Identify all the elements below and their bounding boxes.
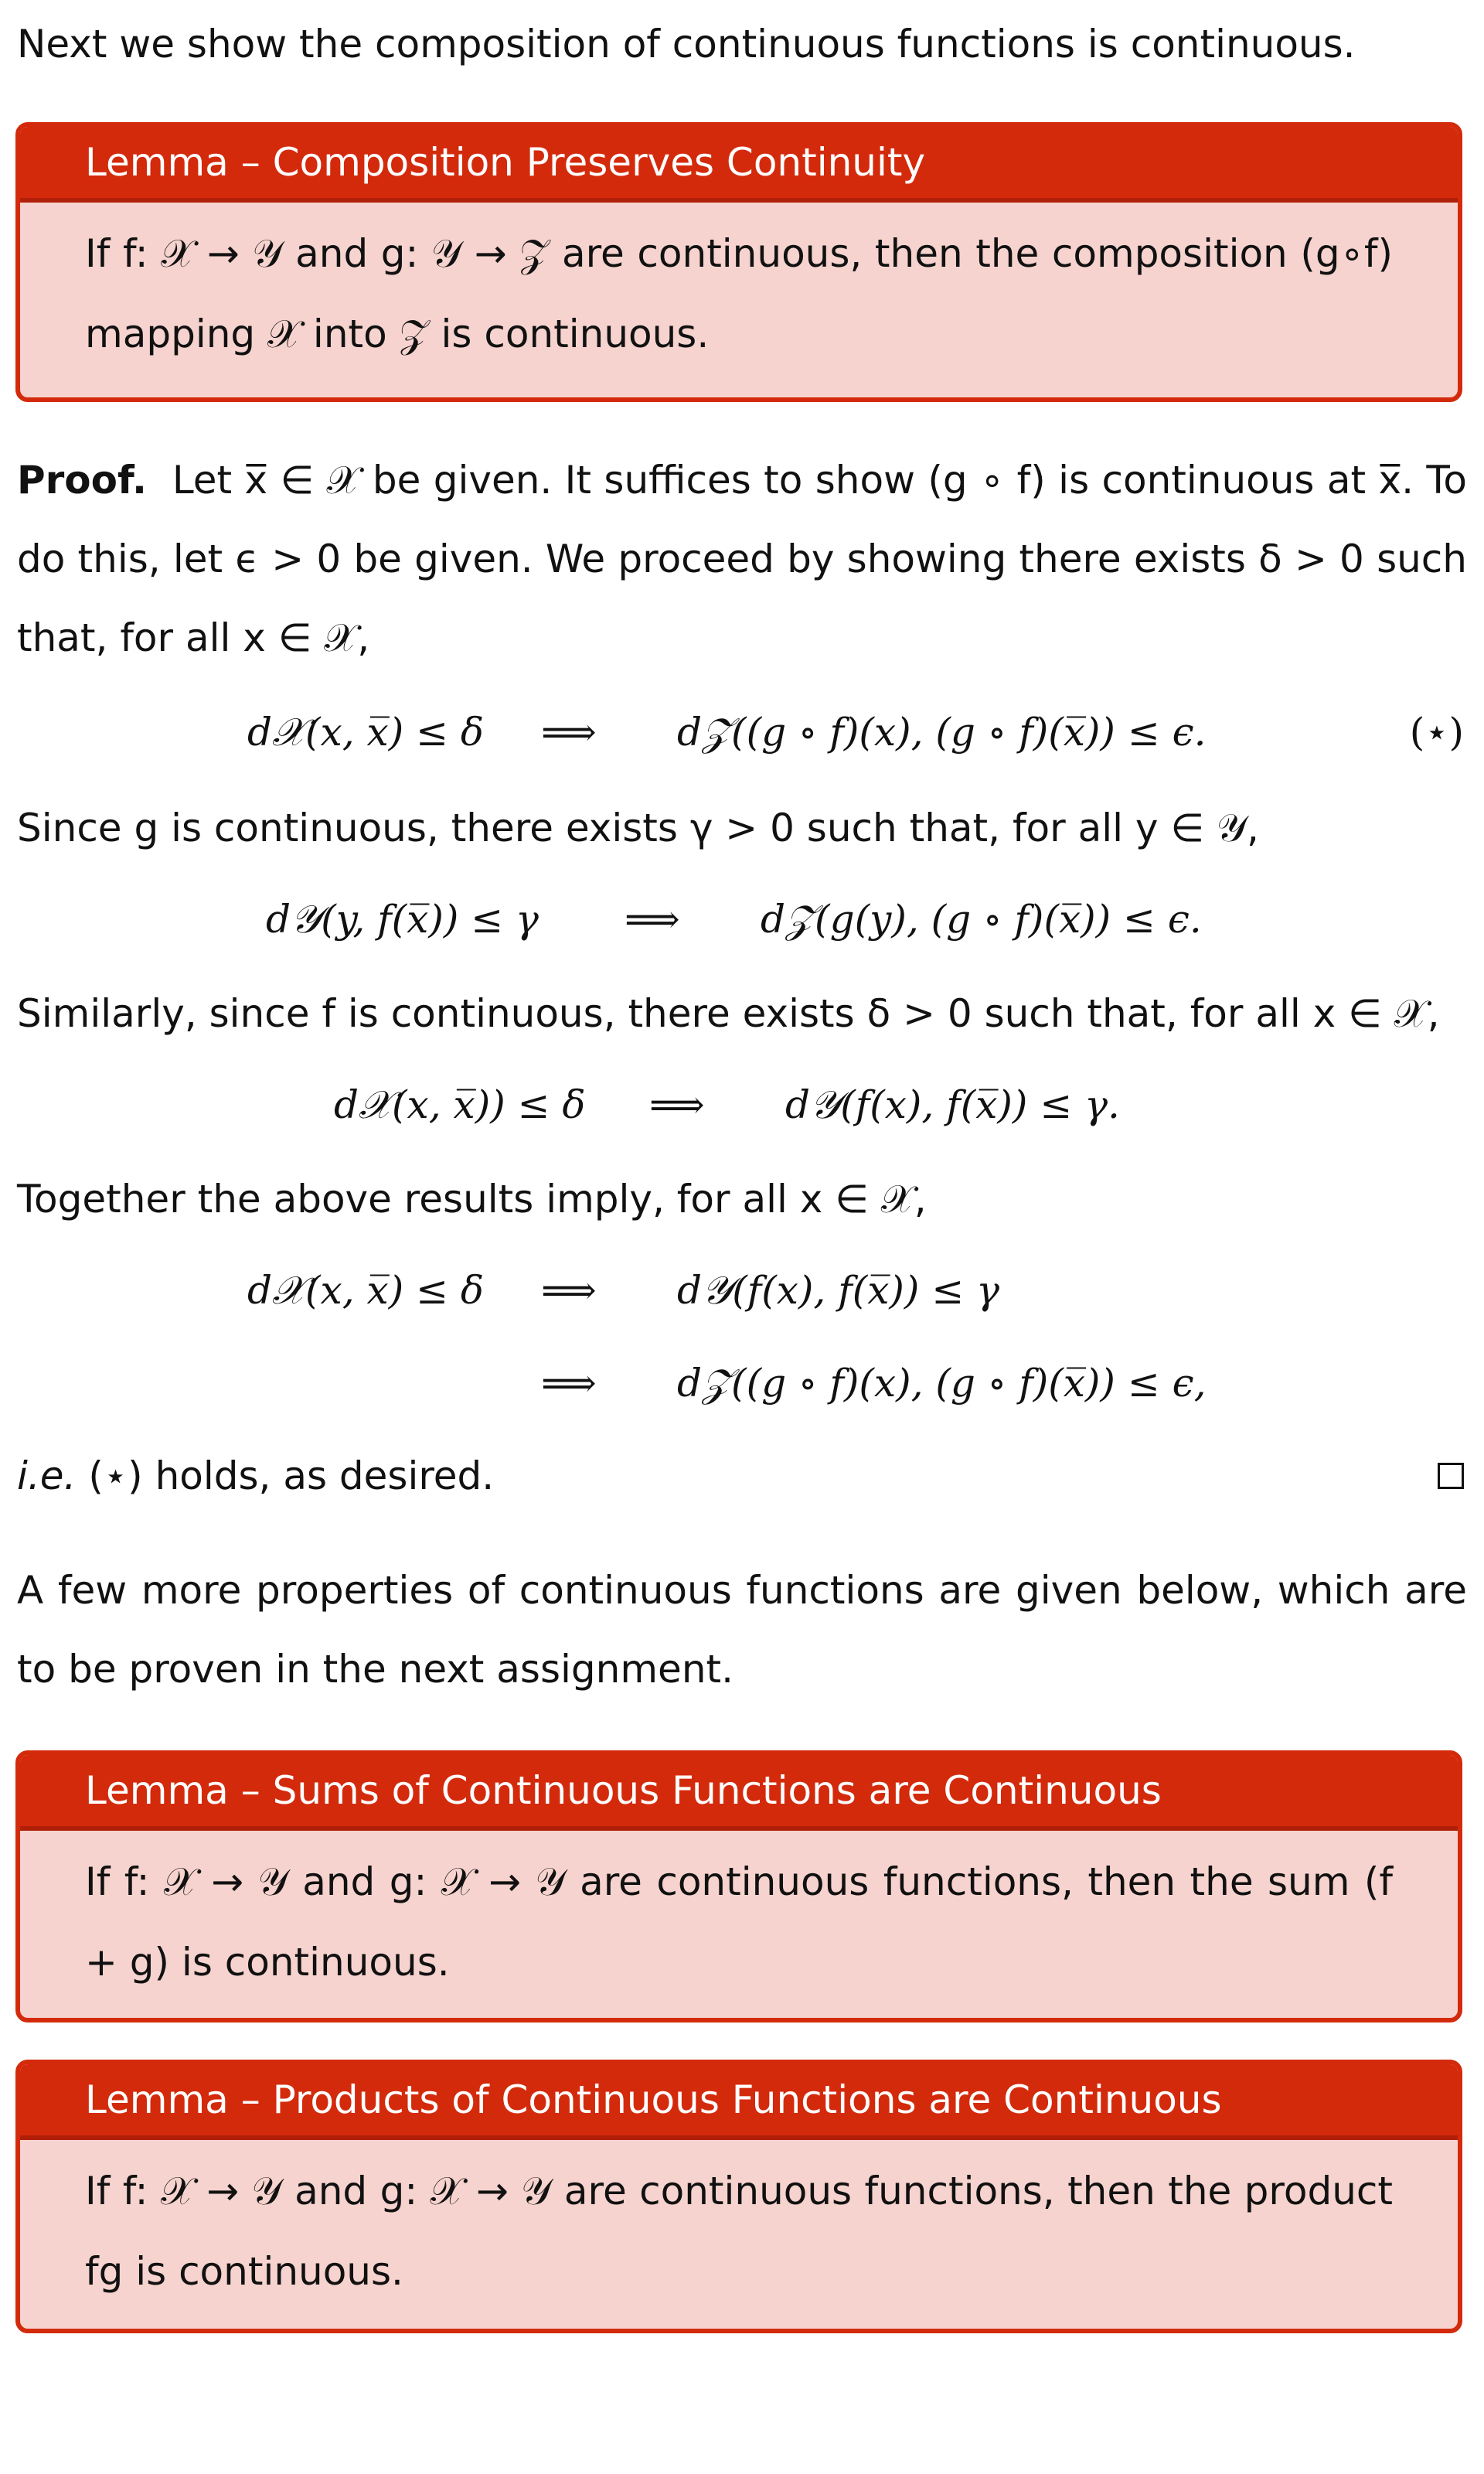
proof-since-f: Similarly, since f is continuous, there exists δ > 0 such that, for all x ∈ 𝒳, — [17, 991, 1440, 1036]
proof-paragraph — [17, 441, 1467, 677]
eq3-left: d𝒳(x, x̅)) ≤ δ — [334, 1082, 586, 1127]
eq4-left: d𝒳(x, x̅) ≤ δ — [247, 1268, 484, 1313]
eq1-right: d𝒵((g ∘ f)(x), (g ∘ f)(x̅)) ≤ ϵ. — [677, 710, 1207, 755]
lemma-header — [20, 2064, 1458, 2140]
eq4-implies-1: ⟹ — [541, 1268, 597, 1313]
lemma-dash: – — [240, 2077, 260, 2122]
lemma-label: Lemma — [85, 1768, 229, 1813]
proof-together: Together the above results imply, for all x ∈ 𝒳, — [17, 1177, 927, 1222]
proof-ie: i.e. — [17, 1453, 77, 1498]
eq1-implies: ⟹ — [541, 710, 597, 755]
eq4-right-2: d𝒵((g ∘ f)(x), (g ∘ f)(x̅)) ≤ ϵ, — [677, 1361, 1207, 1406]
proof-since-g: Since g is continuous, there exists γ > 0 such that, for all y ∈ 𝒴, — [17, 806, 1259, 850]
eq2-left: d𝒴(y, f(x̅)) ≤ γ — [266, 897, 539, 942]
eq3-implies: ⟹ — [649, 1082, 705, 1127]
qed-icon — [1438, 1463, 1464, 1489]
lemma-title: Sums of Continuous Functions are Continuous — [272, 1768, 1162, 1813]
lemma-body: If f: 𝒳 → 𝒴 and g: 𝒳 → 𝒴 are continuous functions, then the sum (f + g) is continuous. — [85, 1859, 1393, 1985]
eq2-implies: ⟹ — [625, 897, 680, 942]
eq1-left: d𝒳(x, x̅) ≤ δ — [247, 710, 484, 755]
eq4-right-1: d𝒴(f(x), f(x̅)) ≤ γ — [677, 1268, 1000, 1313]
lemma-title: Products of Continuous Functions are Continuous — [272, 2077, 1222, 2122]
lemma-composition-box — [15, 122, 1462, 402]
lemma-products-box — [15, 2060, 1462, 2333]
lemma-header — [20, 127, 1458, 203]
proof-intro-text: Let x̅ ∈ 𝒳 be given. It suffices to show (g ∘ f) is continuous at x̅. To do this, let ϵ > 0 be given. We proceed by showing there exists δ > 0 such that, for all x ∈ 𝒳, — [17, 458, 1468, 660]
lemma-label: Lemma — [85, 2077, 229, 2122]
lemma-body: If f: 𝒳 → 𝒴 and g: 𝒳 → 𝒴 are continuous functions, then the product fg is continuous. — [85, 2169, 1393, 2294]
proof-closing — [17, 1436, 1467, 1515]
proof-closing-text: (⋆) holds, as desired. — [88, 1453, 495, 1498]
lemma-body: If f: 𝒳 → 𝒴 and g: 𝒴 → 𝒵 are continuous, then the composition (g∘f) mapping 𝒳 into 𝒵 is continuous. — [85, 231, 1393, 356]
lemma-label: Lemma — [85, 140, 229, 185]
lemma-sums-box — [15, 1750, 1462, 2022]
lemma-title: Composition Preserves Continuity — [272, 140, 926, 185]
eq4-implies-2: ⟹ — [541, 1361, 597, 1406]
lemma-dash: – — [240, 1768, 260, 1813]
lemma-header — [20, 1755, 1458, 1831]
eq2-right: d𝒵(g(y), (g ∘ f)(x̅)) ≤ ϵ. — [761, 897, 1202, 942]
proof-label: Proof. — [17, 458, 148, 503]
eq1-tag: (⋆) — [1409, 710, 1464, 755]
more-properties-paragraph: A few more properties of continuous functions are given below, which are to be proven in the next assignment. — [17, 1568, 1467, 1692]
lemma-dash: – — [240, 140, 260, 185]
eq3-right: d𝒴(f(x), f(x̅)) ≤ γ. — [785, 1082, 1120, 1127]
intro-paragraph: Next we show the composition of continuous functions is continuous. — [17, 22, 1356, 66]
